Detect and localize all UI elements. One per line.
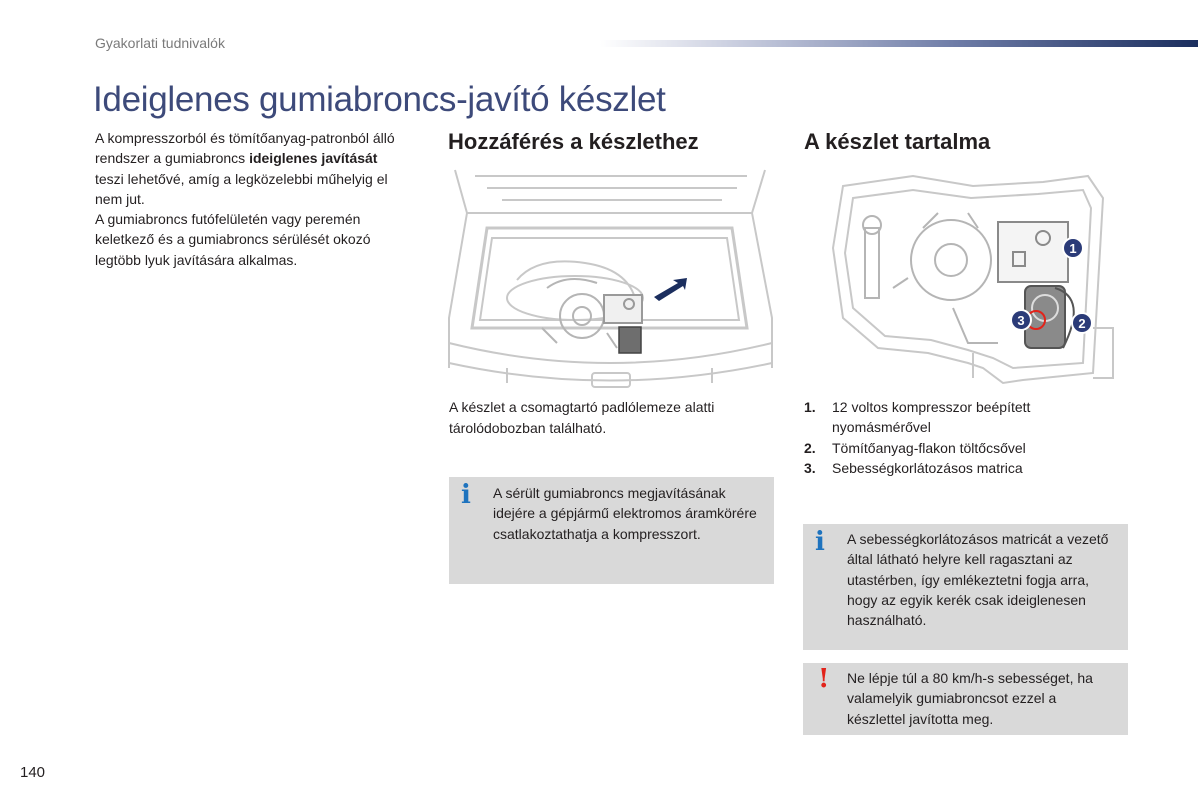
svg-text:1: 1 <box>1069 241 1077 256</box>
info-icon: i <box>815 527 825 557</box>
callout-3 <box>1011 310 1031 330</box>
svg-text:3: 3 <box>1017 313 1025 328</box>
warning-note-text: Ne lépje túl a 80 km/h-s sebességet, ha valamelyik gumiabroncsot ezzel a készlettel javította meg. <box>847 670 1093 727</box>
svg-text:2: 2 <box>1078 316 1086 331</box>
callout-2 <box>1072 313 1092 333</box>
kit-parts-list <box>804 397 1124 478</box>
intro-paragraph-1 <box>95 128 410 209</box>
list-item <box>804 438 1124 458</box>
list-item <box>804 397 1124 438</box>
list-item-number: 1. <box>804 399 816 415</box>
trunk-drawing <box>447 168 774 390</box>
callout-1 <box>1063 238 1083 258</box>
warning-icon: ! <box>818 664 830 694</box>
header-gradient-bar <box>600 40 1198 47</box>
list-item <box>804 458 1124 478</box>
pointer-arrow-icon <box>654 278 687 301</box>
intro-text <box>95 128 410 270</box>
kit-contents-drawing <box>803 168 1128 390</box>
warning-note-speed <box>803 663 1128 735</box>
contents-section-title: A készlet tartalma <box>804 129 991 154</box>
kit-location-caption: A készlet a csomagtartó padlólemeze alatti tárolódobozban található. <box>449 399 715 436</box>
kit-contents-illustration <box>803 168 1128 390</box>
info-note-compressor <box>449 477 774 584</box>
access-section-title: Hozzáférés a készlethez <box>448 129 699 154</box>
list-item-text: 12 voltos kompresszor beépített nyomásmérővel <box>832 399 1031 436</box>
trunk-illustration <box>447 168 774 390</box>
section-header-label: Gyakorlati tudnivalók <box>95 35 225 51</box>
page-number: 140 <box>20 764 46 781</box>
list-item-number: 3. <box>804 459 816 476</box>
list-item-text: Sebességkorlátozásos matrica <box>832 459 1023 476</box>
info-icon: i <box>461 480 471 510</box>
intro-text-bold: ideiglenes javítását <box>249 150 378 167</box>
list-item-number: 2. <box>804 439 816 456</box>
intro-text-end: teszi lehetővé, amíg a legközelebbi műhelyig el nem jut. <box>95 170 388 207</box>
info-note-text: A sérült gumiabroncs megjavításának idejére a gépjármű elektromos áramkörére csatlakoztathatja a kompresszort. <box>493 485 757 542</box>
info-note-text: A sebességkorlátozásos matricát a vezető által látható helyre kell ragasztani az utastérben, így emlékeztetni fogja arra, hogy az egyik kerék csak ideiglenesen használható. <box>847 531 1109 629</box>
page-title: Ideiglenes gumiabroncs-javító készlet <box>93 80 666 119</box>
list-item-text: Tömítőanyag-flakon töltőcsővel <box>832 439 1026 456</box>
info-note-sticker <box>803 524 1128 650</box>
intro-text-start: A kompresszorból és tömítőanyag-patronból álló rendszer a gumiabroncs <box>95 130 395 167</box>
intro-paragraph-2: A gumiabroncs futófelületén vagy peremén keletkező és a gumiabroncs sérülését okozó legtöbb lyuk javítására alkalmas. <box>95 211 371 268</box>
